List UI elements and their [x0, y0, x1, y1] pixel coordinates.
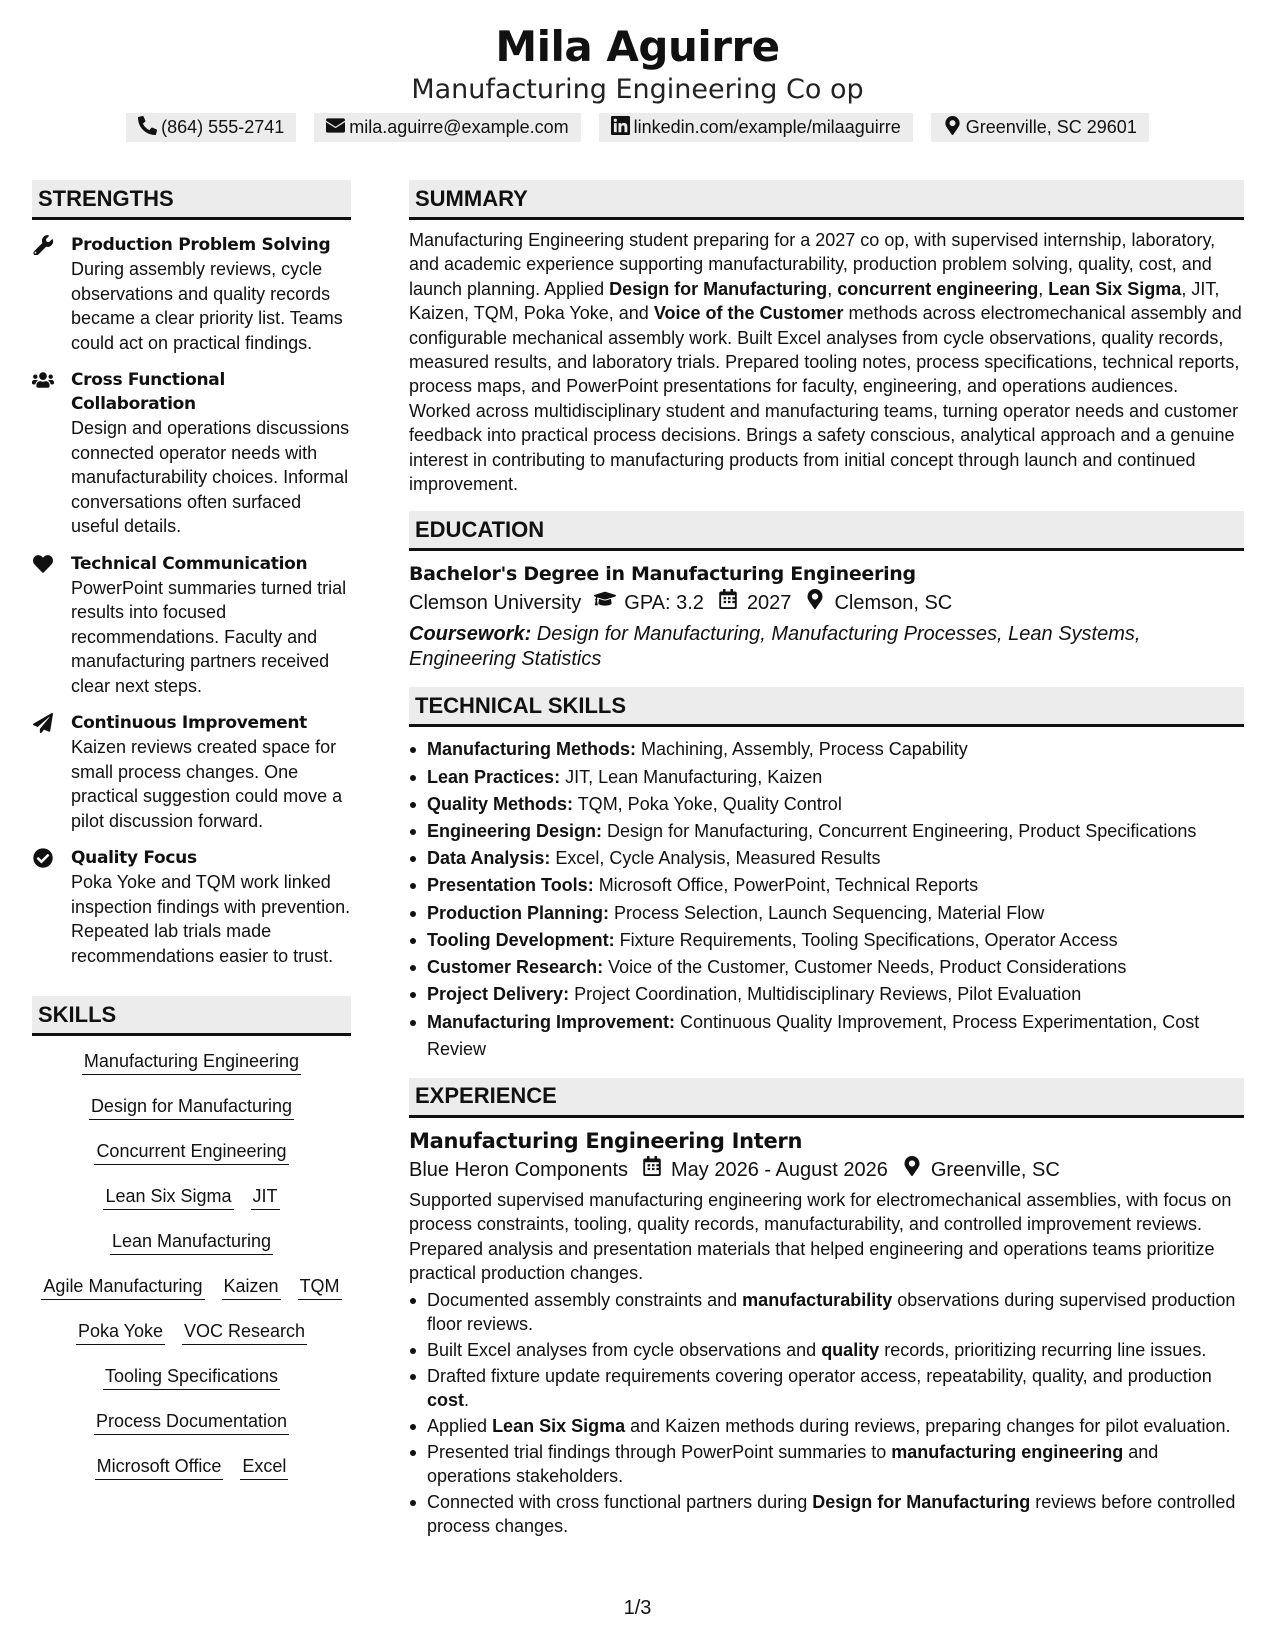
skill-category: Production Planning: [427, 902, 609, 923]
bold-text: Voice of the Customer [653, 303, 844, 324]
strength-title: Quality Focus [71, 848, 197, 868]
skill-category: Project Delivery: [427, 984, 570, 1005]
experience-bullet [409, 1288, 1244, 1337]
job-location: Greenville, SC [930, 1158, 1060, 1181]
contact-bar [0, 113, 1275, 142]
skill-tag: TQM [298, 1273, 342, 1300]
skill-values: Fixture Requirements, Tooling Specifications, Operator Access [614, 929, 1118, 950]
skill-tag: Poka Yoke [76, 1318, 165, 1345]
strengths-heading: STRENGTHS [32, 180, 351, 220]
skill-category: Engineering Design: [427, 821, 603, 842]
contact-location[interactable] [931, 113, 1149, 142]
text-run: Drafted fixture update requirements covering operator access, repeatability, quality, and production [427, 1365, 1212, 1386]
coursework-list: Design for Manufacturing, Manufacturing Processes, Lean Systems, Engineering Statistics [409, 623, 1141, 671]
bold-text: Design for Manufacturing [812, 1491, 1031, 1512]
strength-desc: Poka Yoke and TQM work linked inspection findings with prevention. Repeated lab trials made recommendations easier to trust. [71, 872, 351, 966]
technical-skill-item [409, 1009, 1244, 1063]
school-location: Clemson, SC [834, 592, 953, 615]
map-marker-icon [943, 116, 966, 140]
text-run: Built Excel analyses from cycle observations and [427, 1339, 822, 1360]
experience-bullet [409, 1490, 1244, 1539]
skill-values: Excel, Cycle Analysis, Measured Results [550, 848, 881, 869]
technical-skill-item [409, 818, 1244, 845]
strength-desc: Design and operations discussions connected operator needs with manufacturability choices. Informal conversations often surfaced useful details. [71, 418, 350, 536]
job-bullets [409, 1288, 1244, 1539]
contact-phone[interactable] [126, 113, 296, 142]
text-run: and operations stakeholders. [427, 1441, 1159, 1486]
location-text: Greenville, SC 29601 [965, 117, 1137, 137]
strength-item [32, 233, 351, 355]
bold-text: Lean Six Sigma [1048, 278, 1182, 299]
strength-desc: PowerPoint summaries turned trial results into focused recommendations. Faculty and manufacturing partners received clear next steps. [71, 577, 347, 696]
graduation-cap-icon [581, 588, 624, 618]
skill-row [32, 1183, 351, 1228]
experience-bullet [409, 1440, 1244, 1489]
experience-bullet [409, 1338, 1244, 1362]
contact-linkedin[interactable] [599, 113, 913, 142]
technical-skills-section [409, 687, 1244, 1062]
strength-title: Cross Functional Collaboration [71, 370, 225, 414]
skill-category: Lean Practices: [427, 766, 561, 787]
email-text: mila.aguirre@example.com [349, 117, 569, 137]
strength-title: Continuous Improvement [71, 713, 307, 733]
strength-item [32, 552, 351, 699]
linkedin-icon [611, 116, 634, 140]
skill-tag: Manufacturing Engineering [82, 1048, 301, 1075]
technical-skills-heading: TECHNICAL SKILLS [409, 687, 1244, 727]
skill-category: Data Analysis: [427, 848, 551, 869]
graduation-year: 2027 [746, 592, 792, 615]
skill-row [32, 1273, 351, 1318]
gpa-text: GPA: 3.2 [624, 592, 704, 615]
experience-bullet [409, 1414, 1244, 1438]
skill-category: Customer Research: [427, 957, 604, 978]
company-name: Blue Heron Components [409, 1158, 629, 1181]
skill-row [32, 1453, 351, 1498]
linkedin-text: linkedin.com/example/milaaguirre [633, 117, 901, 137]
skill-values: Continuous Quality Improvement, Process Experimentation, Cost Review [427, 1011, 1200, 1059]
heart-icon [32, 554, 56, 574]
text-run: Manufacturing Engineering student preparing for a 2027 co op, with supervised internship, laboratory, and academic experience supporting manufacturability, production problem solving, quality, cost, and launch planning. Applied [409, 230, 1216, 299]
school-name: Clemson University [409, 592, 582, 615]
strength-desc: During assembly reviews, cycle observations and quality records became a clear priority list. Teams could act on practical findings. [71, 259, 343, 353]
strength-item [32, 368, 351, 539]
skill-values: Design for Manufacturing, Concurrent Engineering, Product Specifications [602, 821, 1197, 842]
skill-tag: VOC Research [182, 1318, 307, 1345]
job-dates: May 2026 - August 2026 [671, 1158, 888, 1181]
technical-skill-item [409, 900, 1244, 927]
page-number: 1/3 [623, 1597, 652, 1619]
envelope-icon [326, 116, 349, 140]
job-meta [409, 1155, 1244, 1185]
candidate-name: Mila Aguirre [495, 22, 780, 71]
skill-values: Project Coordination, Multidisciplinary Reviews, Pilot Evaluation [569, 984, 1082, 1005]
coursework-label: Coursework: [409, 623, 532, 646]
text-run: observations during supervised production floor reviews. [427, 1289, 1236, 1334]
map-marker-icon [791, 588, 834, 618]
experience-bullet [409, 1364, 1244, 1413]
skill-values: Process Selection, Launch Sequencing, Material Flow [609, 902, 1045, 923]
phone-icon [138, 116, 161, 140]
skill-values: Voice of the Customer, Customer Needs, Product Considerations [603, 957, 1127, 978]
strength-title: Technical Communication [71, 553, 308, 574]
skill-tag: JIT [251, 1183, 280, 1210]
strength-title: Production Problem Solving [71, 235, 331, 255]
text-run: , [827, 278, 838, 299]
skills-heading: SKILLS [32, 996, 351, 1036]
calendar-icon [628, 1155, 671, 1185]
wrench-icon [32, 235, 56, 255]
skill-tag: Agile Manufacturing [41, 1273, 204, 1300]
strength-desc: Kaizen reviews created space for small process changes. One practical suggestion could move a pilot discussion forward. [71, 737, 343, 831]
skill-tag: Excel [240, 1453, 288, 1480]
contact-email[interactable] [314, 113, 580, 142]
degree-title: Bachelor's Degree in Manufacturing Engineering [409, 563, 916, 586]
skill-tag: Tooling Specifications [103, 1363, 280, 1390]
strength-item [32, 846, 351, 968]
skill-values: JIT, Lean Manufacturing, Kaizen [560, 766, 823, 787]
skill-tag: Microsoft Office [95, 1453, 224, 1480]
education-meta [409, 588, 1244, 618]
text-run: . [464, 1389, 470, 1410]
skill-row [32, 1318, 351, 1363]
education-heading: EDUCATION [409, 511, 1244, 551]
skill-category: Quality Methods: [427, 793, 574, 814]
paper-plane-icon [32, 713, 56, 733]
right-column [409, 180, 1244, 1540]
skill-row [32, 1138, 351, 1183]
check-circle-icon [32, 848, 56, 868]
technical-skill-item [409, 736, 1244, 763]
text-run: Applied [427, 1415, 493, 1436]
text-run: methods across electromechanical assembly and configurable mechanical assembly work. Built Excel analyses from cycle observations, quality records, measured results, and laboratory trials. Prepared tooling notes, process specifications, technical reports, process maps, and PowerPoint presentations for faculty, engineering, and operations audiences. Worked across multidisciplinary student and manufacturing teams, turning operator needs and customer feedback into practical process decisions. Brings a safety conscious, analytical approach and a genuine interest in contributing to manufacturing products from initial concept through launch and continued improvement. [409, 303, 1242, 495]
skill-row [32, 1408, 351, 1453]
phone-text: (864) 555-2741 [161, 117, 285, 137]
skill-values: Microsoft Office, PowerPoint, Technical Reports [593, 875, 979, 896]
technical-skill-item [409, 764, 1244, 791]
skill-values: Machining, Assembly, Process Capability [636, 739, 968, 760]
summary-heading: SUMMARY [409, 180, 1244, 220]
technical-skill-item [409, 791, 1244, 818]
skill-category: Tooling Development: [427, 929, 615, 950]
skill-tag: Lean Six Sigma [103, 1183, 233, 1210]
bold-text: manufacturing engineering [891, 1441, 1124, 1462]
strength-item [32, 711, 351, 833]
job-summary: Supported supervised manufacturing engineering work for electromechanical assemblies, with focus on process constraints, tooling, quality records, manufacturability, and controlled improvement reviews. Prepared analysis and presentation materials that helped engineering and operations teams prioritize practical production changes. [409, 1189, 1232, 1284]
text-run: records, prioritizing recurring line issues. [879, 1339, 1207, 1360]
skill-tag: Kaizen [222, 1273, 281, 1300]
technical-skill-item [409, 981, 1244, 1008]
skill-tag: Process Documentation [94, 1408, 289, 1435]
bold-text: cost [427, 1389, 465, 1410]
summary-text [409, 228, 1244, 496]
skill-row [32, 1228, 351, 1273]
technical-skill-item [409, 845, 1244, 872]
bold-text: manufacturability [742, 1289, 893, 1310]
bold-text: Lean Six Sigma [492, 1415, 626, 1436]
users-icon [32, 370, 56, 390]
text-run: and Kaizen methods during reviews, preparing changes for pilot evaluation. [625, 1415, 1231, 1436]
skill-row [32, 1363, 351, 1408]
experience-heading: EXPERIENCE [409, 1078, 1244, 1118]
technical-skill-item [409, 872, 1244, 899]
bold-text: quality [821, 1339, 880, 1360]
left-column [32, 180, 351, 1498]
candidate-role: Manufacturing Engineering Co op [411, 74, 864, 105]
skills-list [32, 1048, 351, 1498]
technical-skill-item [409, 927, 1244, 954]
skill-values: TQM, Poka Yoke, Quality Control [573, 793, 842, 814]
experience-section [409, 1078, 1244, 1539]
coursework [409, 622, 1244, 672]
skill-tag: Concurrent Engineering [94, 1138, 288, 1165]
skill-row [32, 1093, 351, 1138]
bold-text: concurrent engineering [837, 278, 1039, 299]
technical-skill-item [409, 954, 1244, 981]
job-title: Manufacturing Engineering Intern [409, 1128, 803, 1153]
text-run: reviews before controlled process changes. [427, 1491, 1236, 1537]
skill-category: Presentation Tools: [427, 875, 594, 896]
skill-tag: Lean Manufacturing [110, 1228, 273, 1255]
map-marker-icon [888, 1155, 931, 1185]
technical-skills-list [409, 736, 1244, 1062]
text-run: Documented assembly constraints and [427, 1289, 743, 1310]
skill-row [32, 1048, 351, 1093]
calendar-icon [704, 588, 747, 618]
text-run: Connected with cross functional partners during [427, 1491, 813, 1512]
text-run: , [1038, 278, 1049, 299]
bold-text: Design for Manufacturing [609, 278, 828, 299]
skill-tag: Design for Manufacturing [89, 1093, 294, 1120]
text-run: Presented trial findings through PowerPoint summaries to [427, 1441, 892, 1462]
skill-category: Manufacturing Methods: [427, 739, 636, 760]
skill-category: Manufacturing Improvement: [427, 1011, 676, 1032]
text-run: , JIT, Kaizen, TQM, Poka Yoke, and [409, 278, 1220, 324]
education-section [409, 511, 1244, 672]
